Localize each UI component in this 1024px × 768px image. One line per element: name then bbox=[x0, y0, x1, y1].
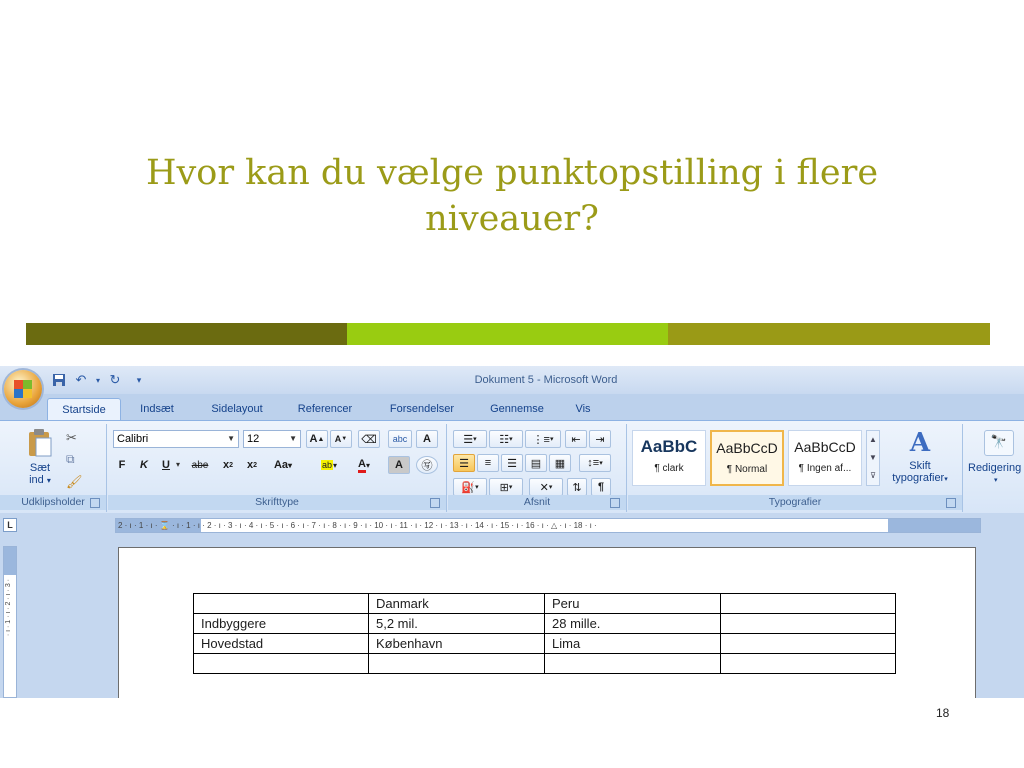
style-sample: AaBbC bbox=[640, 437, 698, 456]
highlighter-icon: ab bbox=[321, 460, 332, 470]
increase-indent-icon[interactable]: ⇥ bbox=[589, 430, 611, 448]
style-name: ¶ Ingen af... bbox=[798, 463, 852, 474]
change-case-button[interactable]: Aa ▾ bbox=[273, 459, 293, 471]
chevron-down-icon: ▼ bbox=[227, 434, 235, 443]
group-paragraph bbox=[448, 424, 627, 512]
numbered-list-icon: ☷ bbox=[499, 433, 510, 446]
table-row bbox=[194, 594, 896, 614]
table-cell[interactable]: Danmark bbox=[369, 594, 545, 614]
group-label-paragraph: Afsnit bbox=[448, 495, 626, 510]
editing-button[interactable]: Redigering bbox=[968, 462, 1022, 474]
tab-indsaet[interactable]: Indsæt bbox=[140, 403, 174, 415]
slide-title-line-2: niveauer? bbox=[425, 199, 599, 239]
format-painter-icon[interactable]: 🖌 bbox=[66, 474, 83, 489]
redo-icon[interactable]: ↻ bbox=[109, 372, 121, 387]
grow-font-button[interactable]: A ▲ bbox=[306, 430, 328, 448]
shrink-font-button[interactable]: A ▼ bbox=[330, 430, 352, 448]
multilevel-list-button[interactable] bbox=[525, 430, 561, 448]
shading-button[interactable] bbox=[453, 478, 487, 496]
ruler-margin-right bbox=[888, 519, 980, 532]
table-row bbox=[194, 614, 896, 634]
decrease-indent-icon[interactable]: ⇤ bbox=[565, 430, 587, 448]
chevron-down-icon: ▾ bbox=[548, 484, 553, 491]
table-cell[interactable]: Indbyggere bbox=[194, 614, 369, 634]
bullets-button[interactable] bbox=[453, 430, 487, 448]
font-dialog-launcher[interactable] bbox=[430, 498, 440, 508]
chevron-down-icon: ▾ bbox=[288, 460, 293, 470]
ruler-scale: 2 · ı · 1 · ı · ⌛ · ı · 1 · ı · 2 · ı · 3 · ı · 4 · ı · 5 · ı · 6 · ı · 7 · ı · 8 · ı · 9 · ı · 10 · ı · 11 · ı · 12 · ı · 13 · ı · 14 · ı · 15 · ı · 16 · ı · △ · ı · 18 · ı · bbox=[118, 521, 597, 530]
table-cell[interactable]: Peru bbox=[545, 594, 721, 614]
borders-button[interactable] bbox=[489, 478, 523, 496]
table-cell[interactable] bbox=[545, 654, 721, 674]
character-shading-button[interactable]: A bbox=[388, 456, 410, 474]
group-label-styles: Typografier bbox=[628, 495, 962, 510]
change-styles-label-1: Skift bbox=[909, 460, 931, 472]
style-normal[interactable] bbox=[710, 430, 784, 486]
chevron-down-icon: ▾ bbox=[333, 460, 338, 470]
vertical-ruler[interactable] bbox=[3, 546, 17, 698]
word-screenshot bbox=[0, 366, 1024, 698]
group-label-clipboard: Udklipsholder bbox=[0, 495, 106, 510]
chevron-down-icon: ▾ bbox=[509, 436, 513, 443]
table-cell[interactable]: København bbox=[369, 634, 545, 654]
tab-referencer[interactable]: Referencer bbox=[297, 403, 353, 415]
office-logo-icon bbox=[14, 380, 32, 398]
sort-icon[interactable]: ⇅ bbox=[567, 478, 587, 496]
group-clipboard bbox=[0, 424, 107, 512]
horizontal-ruler[interactable] bbox=[115, 518, 981, 533]
paste-icon bbox=[26, 428, 54, 458]
font-color-button[interactable] bbox=[348, 456, 380, 474]
group-label-font: Skrifttype bbox=[108, 495, 446, 510]
scroll-up-icon[interactable]: ▲ bbox=[869, 435, 877, 444]
chevron-down-icon: ▾ bbox=[473, 436, 477, 443]
change-styles-label-2: typografier bbox=[892, 472, 945, 484]
change-styles-icon: A bbox=[909, 428, 931, 458]
undo-icon[interactable]: ↶ bbox=[75, 372, 87, 387]
ribbon-tabs bbox=[0, 394, 1024, 420]
superscript-button[interactable]: x 2 bbox=[246, 459, 258, 471]
strikethrough-button[interactable]: abe bbox=[191, 459, 209, 471]
numbering-button[interactable] bbox=[489, 430, 523, 448]
table-cell[interactable]: 5,2 mil. bbox=[369, 614, 545, 634]
chevron-down-icon: ▾ bbox=[475, 484, 479, 491]
line-spacing-button[interactable] bbox=[579, 454, 611, 472]
distribute-icon[interactable]: ▦ bbox=[549, 454, 571, 472]
style-clark[interactable] bbox=[632, 430, 706, 486]
subscript-button[interactable]: x 2 bbox=[222, 459, 234, 471]
table-cell[interactable] bbox=[369, 654, 545, 674]
change-styles-button[interactable] bbox=[884, 428, 956, 494]
tab-startside[interactable]: Startside bbox=[47, 398, 121, 421]
ruler-scale: · ı · 1 · ı · 2 · ı · 3 · bbox=[5, 579, 12, 637]
highlight-button[interactable] bbox=[312, 456, 346, 474]
table-row bbox=[194, 634, 896, 654]
group-font bbox=[108, 424, 447, 512]
office-button[interactable] bbox=[4, 370, 42, 408]
bullet-list-icon: ☰ bbox=[463, 433, 474, 446]
chevron-down-icon: ▾ bbox=[944, 476, 948, 483]
tab-forsendelser[interactable]: Forsendelser bbox=[389, 403, 455, 415]
table-cell[interactable]: Lima bbox=[545, 634, 721, 654]
bold-button[interactable]: F bbox=[118, 459, 126, 471]
clear-formatting-icon[interactable]: ⌫ bbox=[358, 430, 380, 448]
clipboard-dialog-launcher[interactable] bbox=[90, 498, 100, 508]
multilevel-list-icon: ⋮≡ bbox=[532, 433, 550, 446]
tab-selector[interactable]: L bbox=[3, 518, 17, 532]
copy-icon[interactable]: ⧉ bbox=[66, 452, 75, 466]
table-cell[interactable] bbox=[194, 654, 369, 674]
line-spacing-icon: ↕≡ bbox=[587, 457, 600, 469]
tab-sidelayout[interactable]: Sidelayout bbox=[211, 403, 263, 415]
slide-title bbox=[112, 150, 912, 242]
align-center-icon[interactable]: ≡ bbox=[477, 454, 499, 472]
border-icon: ⊞ bbox=[499, 481, 509, 494]
document-page[interactable] bbox=[118, 547, 976, 698]
table-cell[interactable] bbox=[721, 634, 896, 654]
chevron-down-icon: ▼ bbox=[289, 434, 297, 443]
chevron-down-icon: ▾ bbox=[46, 476, 51, 485]
align-right-icon[interactable]: ☰ bbox=[501, 454, 523, 472]
chevron-down-icon: ▾ bbox=[599, 460, 603, 467]
table-cell[interactable] bbox=[721, 614, 896, 634]
font-name-combo[interactable]: Calibri ▼ bbox=[113, 430, 239, 448]
paint-bucket-icon: ⛽ bbox=[461, 481, 476, 494]
paragraph-dialog-launcher[interactable] bbox=[610, 498, 620, 508]
group-editing bbox=[964, 424, 1024, 512]
chevron-down-icon: ▾ bbox=[994, 477, 998, 484]
window-title: Dokument 5 - Microsoft Word bbox=[474, 374, 618, 386]
styles-dialog-launcher[interactable] bbox=[946, 498, 956, 508]
document-table[interactable] bbox=[193, 593, 896, 674]
ribbon bbox=[0, 420, 1024, 514]
customize-qat-icon[interactable]: ▾ bbox=[136, 374, 142, 385]
phonetic-guide-icon[interactable]: abc bbox=[388, 430, 412, 448]
find-binoculars-icon[interactable]: 🔭 bbox=[984, 430, 1014, 456]
decorative-bar-green bbox=[347, 323, 668, 345]
chevron-down-icon: ▾ bbox=[365, 460, 370, 470]
font-size-combo[interactable]: 12 ▼ bbox=[243, 430, 301, 448]
underline-button[interactable]: U bbox=[162, 459, 170, 471]
character-border-button[interactable]: A bbox=[416, 430, 438, 448]
table-cell[interactable]: 28 mille. bbox=[545, 614, 721, 634]
asian-layout-icon: ✕ bbox=[539, 481, 549, 494]
table-cell[interactable]: Hovedstad bbox=[194, 634, 369, 654]
table-row bbox=[194, 654, 896, 674]
ruler-row bbox=[0, 513, 1024, 537]
table-cell[interactable] bbox=[721, 594, 896, 614]
table-cell[interactable] bbox=[721, 654, 896, 674]
show-formatting-marks-icon[interactable]: ¶ bbox=[591, 478, 611, 496]
italic-button[interactable]: K bbox=[140, 459, 148, 471]
cut-icon[interactable]: ✂ bbox=[66, 430, 77, 445]
asian-layout-button[interactable] bbox=[529, 478, 563, 496]
ruler-margin-top bbox=[4, 547, 16, 575]
quick-access-toolbar bbox=[50, 371, 144, 389]
slide-title-line-1: Hvor kan du vælge punktopstilling i flere bbox=[145, 153, 879, 193]
chevron-down-icon[interactable]: ▾ bbox=[176, 460, 181, 469]
decorative-bar-olive bbox=[668, 323, 990, 345]
chevron-down-icon: ▾ bbox=[508, 484, 513, 491]
paste-label-2: ind bbox=[29, 474, 44, 486]
chevron-down-icon: ▾ bbox=[549, 436, 554, 443]
justify-icon[interactable]: ▤ bbox=[525, 454, 547, 472]
tab-vis[interactable]: Vis bbox=[575, 403, 591, 415]
undo-dropdown-icon[interactable]: ▾ bbox=[95, 375, 100, 385]
styles-scroll[interactable] bbox=[866, 430, 880, 486]
paste-button[interactable] bbox=[22, 428, 62, 486]
group-styles bbox=[628, 424, 963, 512]
style-ingen-afstand[interactable] bbox=[788, 430, 862, 486]
style-sample: AaBbCcD bbox=[716, 440, 778, 456]
align-left-icon[interactable]: ☰ bbox=[453, 454, 475, 472]
style-name: ¶ clark bbox=[654, 463, 684, 474]
more-styles-icon[interactable]: ⊽ bbox=[870, 471, 876, 480]
table-cell[interactable] bbox=[194, 594, 369, 614]
scroll-down-icon[interactable]: ▼ bbox=[869, 453, 877, 462]
enclose-characters-icon[interactable]: ㊢ bbox=[416, 456, 438, 474]
paste-label-1: Sæt bbox=[29, 462, 51, 474]
save-icon[interactable] bbox=[50, 371, 68, 389]
title-bar bbox=[0, 366, 1024, 394]
slide-number: 18 bbox=[936, 706, 950, 720]
tab-gennemse[interactable]: Gennemse bbox=[490, 403, 544, 415]
style-sample: AaBbCcD bbox=[794, 439, 856, 455]
decorative-bar-dark bbox=[26, 323, 347, 345]
style-name: ¶ Normal bbox=[726, 464, 768, 475]
font-color-icon: A bbox=[358, 458, 366, 473]
